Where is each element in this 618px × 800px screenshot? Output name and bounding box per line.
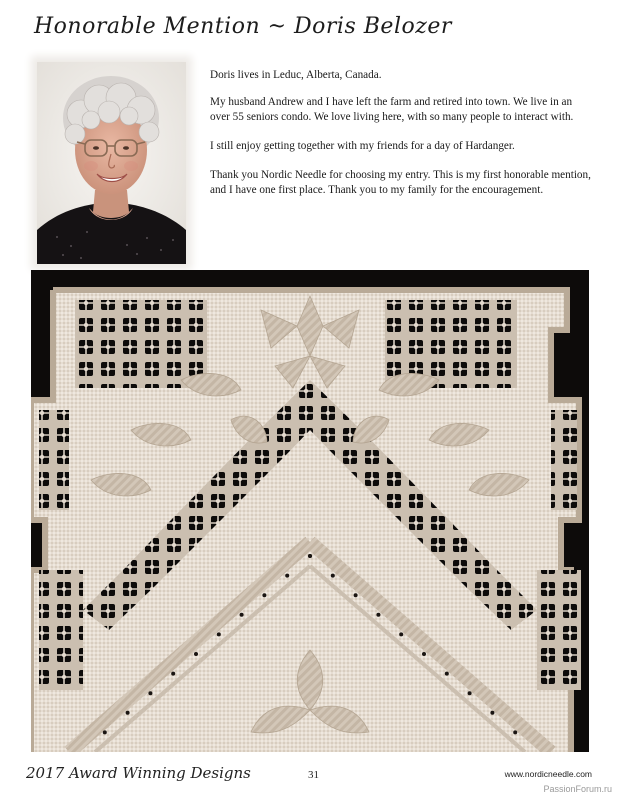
bio-paragraph: Thank you Nordic Needle for choosing my entry. This is my first honorable mention, and I have one first place. Thank you to my family for the encouragement. [210,169,591,196]
book-title: 2017 Award Winning Designs [26,764,251,782]
bio-text [210,68,594,212]
portrait-photo [37,62,186,264]
watermark: PassionForum.ru [543,784,612,794]
hardanger-embroidery-photo [31,270,589,752]
page-number: 31 [308,769,319,781]
page-title: Honorable Mention ~ Doris Belozer [34,14,452,39]
website-link[interactable]: www.nordicneedle.com [504,769,592,779]
bio-paragraph: My husband Andrew and I have left the farm and retired into town. We live in an over 55 seniors condo. We love living here, with so many people to interact with. [210,96,574,123]
bio-paragraph: Doris lives in Leduc, Alberta, Canada. [210,69,382,81]
bio-paragraph: I still enjoy getting together with my friends for a day of Hardanger. [210,140,515,152]
